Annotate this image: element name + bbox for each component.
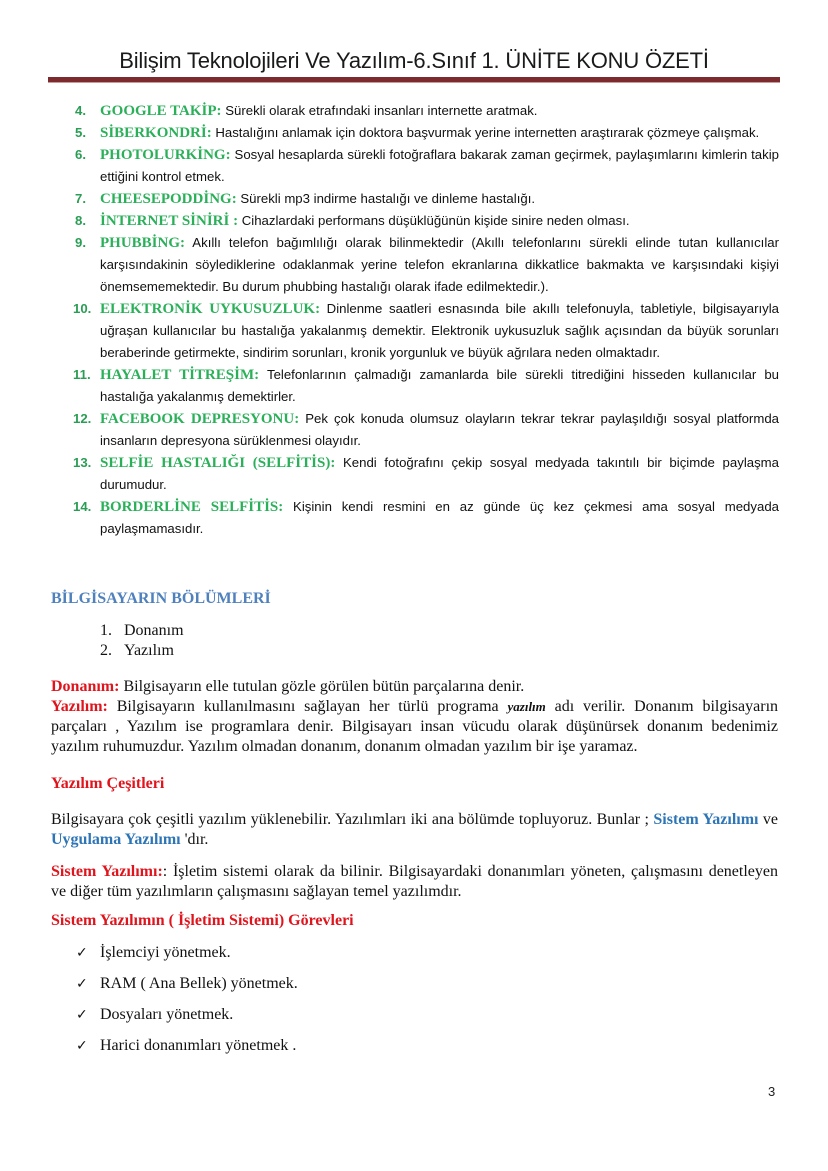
item-label: RAM ( Ana Bellek) yönetmek. bbox=[100, 975, 298, 992]
item-text: Hastalığını anlamak için doktora başvurmak yerine internetten araştırarak çözmeye çalışmak. bbox=[211, 125, 760, 140]
page-header-title: Bilişim Teknolojileri Ve Yazılım-6.Sınıf 1. ÜNİTE KONU ÖZETİ bbox=[119, 48, 709, 73]
list-item bbox=[75, 144, 779, 188]
list-item bbox=[76, 942, 298, 973]
item-label: Dosyaları yönetmek. bbox=[100, 1006, 234, 1023]
item-number: 11. bbox=[73, 367, 91, 382]
intro-text: Bilgisayara çok çeşitli yazılım yüklenebilir. Yazılımları iki ana bölümde topluyoruz. Bunlar ; bbox=[51, 811, 654, 828]
item-term: PHOTOLURKİNG: bbox=[100, 147, 231, 163]
list-item bbox=[100, 641, 184, 661]
item-number: 1. bbox=[100, 622, 112, 639]
item-text: Pek çok konuda olumsuz olayların tekrar tekrar paylaşıldığı sosyal platformda insanların depresyona sürüklenmesi olayıdır. bbox=[100, 411, 779, 448]
software-label: Yazılım: bbox=[51, 698, 108, 715]
os-duties-heading: Sistem Yazılımın ( İşletim Sistemi) Görevleri bbox=[51, 912, 354, 929]
item-number: 13. bbox=[73, 455, 92, 470]
item-term: PHUBBİNG: bbox=[100, 235, 186, 251]
check-icon: ✓ bbox=[76, 1007, 88, 1023]
item-text: Cihazlardaki performans düşüklüğünün kişide sinire neden olması. bbox=[238, 213, 630, 228]
list-item bbox=[75, 188, 779, 210]
item-text: Telefonlarının çalmadığı zamanlarda bile sürekli titrediğini hisseden kullanıcılar bu hastalığa yakalanmış demektirler. bbox=[100, 367, 779, 404]
list-item bbox=[75, 122, 779, 144]
item-number: 7. bbox=[75, 191, 86, 206]
item-term: İNTERNET SİNİRİ : bbox=[100, 213, 239, 229]
list-item bbox=[75, 408, 779, 452]
system-software-label: Sistem Yazılımı: bbox=[51, 863, 163, 880]
item-term: HAYALET TİTREŞİM: bbox=[100, 367, 260, 383]
item-text: Akıllı telefon bağımlılığı olarak bilinmektedir (Akıllı telefonlarını sürekli elinde tutan kullanıcılar karşısındakinin söylediklerine odaklanmak yerine telefon ekranlarına dikkatlice bakmakta ve karşısındaki kişiyi önemsememektedir. Bu durum phubbing hastalığı olarak ifade edilmektedir.). bbox=[100, 235, 779, 294]
hardware-label: Donanım: bbox=[51, 678, 120, 695]
item-label: Donanım bbox=[124, 622, 184, 639]
list-item bbox=[76, 1035, 298, 1066]
item-number: 8. bbox=[75, 213, 86, 228]
item-term: BORDERLİNE SELFİTİS: bbox=[100, 499, 284, 515]
list-item bbox=[100, 621, 184, 641]
list-item bbox=[75, 210, 779, 232]
software-text-continued: adı verilir. Donanım bilgisayarın parçaları , Yazılım ise programlara denir. Bilgisayarı insan vücudu olarak düşünürsek donanım bedenimiz yazılım ruhumuzdur. Yazılım olmadan donanım, donanım olmadan yazılım bir işe yaramaz. bbox=[51, 698, 779, 755]
item-term: CHEESEPODDİNG: bbox=[100, 191, 237, 207]
list-item bbox=[75, 364, 779, 408]
item-label: Yazılım bbox=[124, 642, 174, 659]
os-duties-list bbox=[76, 942, 298, 1066]
list-item bbox=[76, 973, 298, 1004]
computer-parts-heading: BİLGİSAYARIN BÖLÜMLERİ bbox=[51, 590, 271, 607]
item-number: 4. bbox=[75, 103, 86, 118]
item-text: Sürekli olarak etrafındaki insanları internette aratmak. bbox=[221, 103, 538, 118]
item-number: 10. bbox=[73, 301, 92, 316]
system-software-term: Sistem Yazılımı bbox=[653, 811, 759, 828]
software-italic-term: yazılım bbox=[507, 699, 546, 714]
item-number: 2. bbox=[100, 642, 112, 659]
list-item bbox=[75, 452, 779, 496]
item-number: 14. bbox=[73, 499, 92, 514]
software-types-heading: Yazılım Çeşitleri bbox=[51, 775, 165, 792]
page-number: 3 bbox=[768, 1084, 776, 1099]
item-text: Sürekli mp3 indirme hastalığı ve dinleme hastalığı. bbox=[236, 191, 536, 206]
item-number: 5. bbox=[75, 125, 86, 140]
software-text: Bilgisayarın kullanılmasını sağlayan her türlü programa bbox=[107, 698, 508, 715]
check-icon: ✓ bbox=[76, 945, 88, 961]
list-item bbox=[75, 298, 779, 364]
hardware-definition bbox=[51, 677, 778, 697]
item-label: Harici donanımları yönetmek . bbox=[100, 1037, 297, 1054]
list-item bbox=[76, 1004, 298, 1035]
check-icon: ✓ bbox=[76, 976, 88, 992]
list-item bbox=[75, 496, 779, 540]
intro-text: 'dır. bbox=[180, 831, 209, 848]
item-number: 6. bbox=[75, 147, 86, 162]
hardware-text: Bilgisayarın elle tutulan gözle görülen bütün parçalarına denir. bbox=[119, 678, 525, 695]
system-software-text: : İşletim sistemi olarak da bilinir. Bilgisayardaki donanımları yöneten, çalışmasını denetleyen ve diğer tüm yazılımların çalışmasını sağlayan temel yazılımdır. bbox=[51, 863, 779, 900]
item-term: SİBERKONDRİ: bbox=[100, 125, 212, 141]
item-term: ELEKTRONİK UYKUSUZLUK: bbox=[100, 301, 321, 317]
list-item bbox=[75, 232, 779, 298]
system-software-definition bbox=[51, 862, 778, 902]
item-term: GOOGLE TAKİP: bbox=[100, 103, 222, 119]
item-term: FACEBOOK DEPRESYONU: bbox=[100, 411, 300, 427]
item-number: 9. bbox=[75, 235, 86, 250]
item-text: Dinlenme saatleri esnasında bile akıllı telefonuyla, tabletiyle, bilgisayarıyla uğraşan kullanıcılar bu hastalığa yakalanmış demektir. Elektronik uykusuzluk sağlık açısından da büyük sorunları beraberinde getirmekte, sindirim sorunları, kronik yorgunluk ve büyük ağrılara neden olmaktadır. bbox=[100, 301, 779, 360]
header-divider bbox=[48, 77, 780, 83]
item-label: İşlemciyi yönetmek. bbox=[100, 944, 231, 961]
item-number: 12. bbox=[73, 411, 92, 426]
computer-parts-list bbox=[100, 621, 184, 661]
intro-text: ve bbox=[758, 811, 778, 828]
software-types-intro bbox=[51, 810, 778, 850]
application-software-term: Uygulama Yazılımı bbox=[51, 831, 181, 848]
list-item bbox=[75, 100, 779, 122]
disease-list bbox=[75, 100, 779, 540]
software-definition bbox=[51, 697, 778, 757]
item-text: Sosyal hesaplarda sürekli fotoğraflara bakarak zaman geçirmek, paylaşımlarını kimlerin takip ettiğini kontrol etmek. bbox=[100, 147, 779, 184]
item-text: Kendi fotoğrafını çekip sosyal medyada takıntılı bir biçimde paylaşma durumudur. bbox=[100, 455, 779, 492]
check-icon: ✓ bbox=[76, 1038, 88, 1054]
item-text: Kişinin kendi resmini en az günde üç kez çekmesi ama sosyal medyada paylaşmamasıdır. bbox=[100, 499, 779, 536]
item-term: SELFİE HASTALIĞI (SELFİTİS): bbox=[100, 455, 336, 471]
